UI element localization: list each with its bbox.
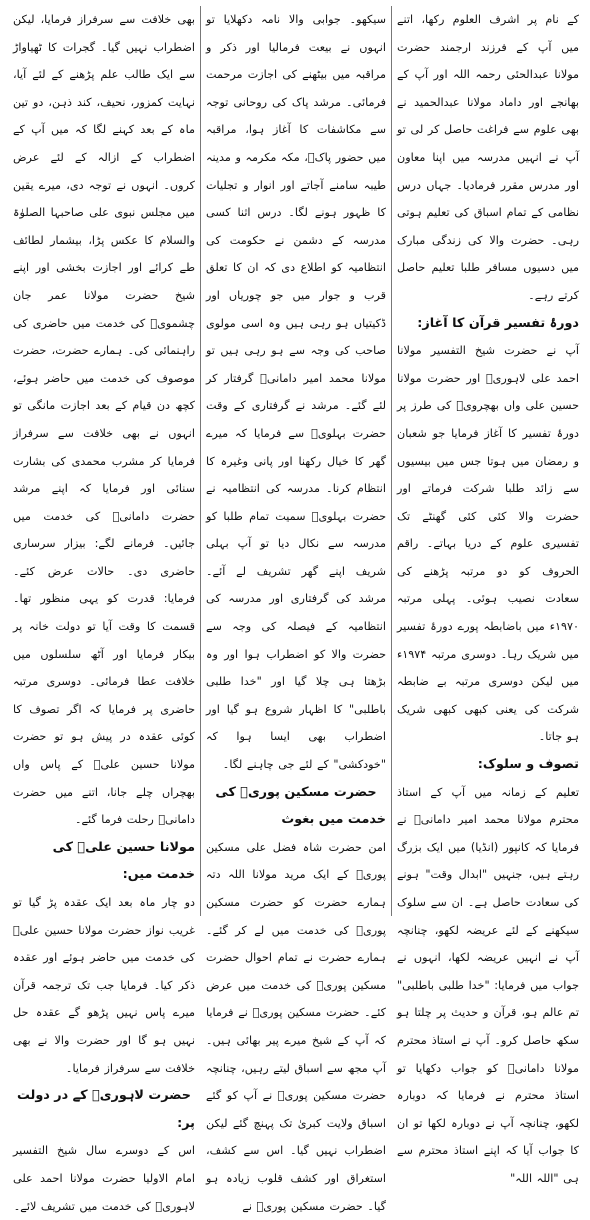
paragraph: بھی خلافت سے سرفراز فرمایا، لیکن اضطراب نہیں گیا۔ گجرات کا ٹھیاواڑ سے ایک طالب علم پڑھنے کے لئے آیا، نہایت کمزور، نحیف، کند ذہن، دو تین ماہ کے بعد کہنے لگا کہ میں آپ کے اضطراب کے ازالہ کے لئے عرض کروں۔ انہوں نے توجہ دی، میرے یقین میں مجلس نبوی علی صاحبہا الصلوٰۃ والسلام کا عکس پڑا، بیشمار لطائف طے کرائے اور اجازت بخشی اور اپنے شیخ حضرت مولانا عمر جان چشمویؒ کی خدمت میں حاضری کی راہنمائی کی۔ ہمارے حضرت، حضرت موصوف کی خدمت میں حاضر ہوئے، کچھ دن قیام کے بعد اجازت مانگی تو انہوں نے بھی خلافت سے سرفراز فرمایا کر مشرب محمدی کی بشارت سنائی اور فرمایا کہ اپنے مرشد حضرت دامانیؒ کی خدمت میں جائیں۔ فرمانے لگے: بیزار سرساری حاضری دی۔ حالات عرض کئے۔ فرمایا: قدرت کو یہی منظور تھا۔ قسمت کا وقت آیا تو دولت خانہ پر بیکار فرمایا اور آٹھ سلسلوں میں خلافت عطا فرمائی۔ دوسری مرتبہ حاضری پر فرمایا کہ اگر تصوف کا کوئی عقدہ در پیش ہو تو حضرت مولانا حسین علیؒ کے پاس واں بھچراں چلے جانا، اتنے میں حضرت دامانیؒ رحلت فرما گئے۔ [13, 13, 195, 827]
section-heading-husain-ali: مولانا حسین علیؒ کی خدمت میں: [52, 839, 195, 883]
paragraph: اس کے دوسرے سال شیخ التفسیر امام الاولیا حضرت مولانا احمد علی لاہوریؒ کی خدمت میں تشریف لائے۔ [13, 1144, 195, 1213]
paragraph: تعلیم کے زمانہ میں آپ کے استاذ محترم مولانا محمد امیر دامانیؒ نے فرمایا کہ کانپور (انڈیا) میں ایک بزرگ رہتے ہیں، جنہیں "ابدال وقت" ہونے کی سعادت حاصل ہے۔ ان سے سلوک سیکھنے کے لئے عریضہ لکھو، چنانچہ آپ نے انہیں عریضہ لکھا، انہوں نے جواب میں فرمایا: "خدا طلبی باطلبی" تم عالم ہو، قرآن و حدیث پر چلتا ہو سکھ حاصل کرو۔ آپ نے استاذ محترم مولانا دامانیؒ کو جواب دکھایا تو استاذ محترم نے فرمایا کہ دوبارہ لکھو، چنانچہ آپ نے دوبارہ لکھا تو ان کا جواب آیا کہ اپنے استاذ محترم سے ہی "اللہ اللہ" [397, 785, 579, 1185]
paragraph: کے نام پر اشرف العلوم رکھا، اتنے میں آپ کے فرزند ارجمند حضرت مولانا عبدالحئی رحمہ اللہ اور آپ کے بھانجے اور داماد مولانا عبدالحمید نے بھی علوم سے فراغت حاصل کر لی تو آپ نے انہیں مدرسہ میں اپنا معاون اور مدرس مقرر فرمادیا۔ جہاں درس نظامی کے تمام اسباق کی تعلیم ہوتی رہی۔ حضرت والا کی زندگی مبارک میں دسیوں مسافر طلبا تعلیم حاصل کرتے رہے۔ [397, 13, 579, 302]
column-right [392, 6, 584, 1185]
paragraph: امن حضرت شاہ فضل علی مسکین پوریؒ کے ایک مرید مولانا اللہ دتہ ہمارے حضرت کو حضرت مسکین پوریؒ کی خدمت میں لے کر گئے۔ ہمارے حضرت نے تمام احوال حضرت مسکین پوریؒ کی خدمت میں عرض کئے۔ حضرت مسکین پوریؒ نے فرمایا کہ آپ کے شیخ میرے پیر بھائی ہیں۔ آپ مجھ سے اسباق لیتے رہیں، چنانچہ حضرت مسکین پوریؒ نے آپ کو گئے اسباق ولایت کبریٰ تک پہنچ گئے لیکن اضطراب نہیں گیا۔ اس سے کشف، استغراق اور کشف قلوب زیادہ ہو گیا۔ حضرت مسکین پوریؒ نے [206, 840, 386, 1213]
paragraph: دو چار ماہ بعد ایک عقدہ پڑ گیا تو غریب نواز حضرت مولانا حسین علیؒ کی خدمت میں حاضر ہوئے اور عقدہ ذکر کیا۔ فرمایا جب تک ترجمہ قرآن میرے پاس نہیں پڑھو گے عقدہ حل نہیں ہو گا اور حضرت والا نے بھی خلافت سے سرفراز فرمایا۔ [13, 896, 195, 1075]
column-middle [200, 6, 392, 1213]
section-heading-tafseer: دورۂ تفسیر قرآن کا آغاز: [417, 315, 579, 331]
section-heading-lahori: حضرت لاہوریؒ کے در دولت پر: [16, 1088, 195, 1131]
column-left [8, 6, 200, 1213]
section-heading-tasawwuf: تصوف و سلوک: [477, 757, 579, 773]
section-heading-miskeenpuri: حضرت مسکین پوریؒ کی خدمت میں بغوث [215, 784, 386, 828]
paragraph: آپ نے حضرت شیخ التفسیر مولانا احمد علی لاہوریؒ اور حضرت مولانا حسین علی واں بھچرویؒ کی طرز پر دورۂ تفسیر کا آغاز فرمایا جو شعبان و رمضان میں ہوتا جس میں بیسیوں سے زائد طلبا شرکت فرماتے اور حضرت والا کئی کئی گھنٹے تک تفسیری علوم کے دریا بہاتے۔ راقم الحروف کو دو مرتبہ پڑھنے کی سعادت نصیب ہوئی۔ پہلی مرتبہ ۱۹۷۰ء میں باضابطہ پورے دورۂ تفسیر میں شریک رہا۔ دوسری مرتبہ ۱۹۷۴ء میں لیکن دوسری مرتبہ بے ضابطہ شرکت کی یعنی کبھی کبھی شریک ہو جاتا۔ [397, 344, 579, 744]
paragraph: سیکھو۔ جوابی والا نامہ دکھلایا تو انہوں نے بیعت فرمالیا اور ذکر و مراقبہ میں بیٹھنے کی اجازت مرحمت فرمائی۔ مرشد پاک کی روحانی توجہ سے مکاشفات کا آغاز ہوا، مراقبہ میں حضور پاکؐ، مکہ مکرمہ و مدینہ طیبہ سامنے آجاتے اور انوار و تجلیات کا ظہور ہونے لگا۔ درس اثنا کسی مدرسہ کے دشمن نے حکومت کی انتظامیہ کو اطلاع دی کہ ان کا تعلق قرب و جوار میں جو چوریاں اور ڈکیتیاں ہو رہی ہیں وہ اسی مولوی صاحب کی وجہ سے ہو رہی ہیں تو مولانا محمد امیر دامانیؒ گرفتار کر لئے گئے۔ مرشد نے گرفتاری کے وقت حضرت بہلویؒ سے فرمایا کہ میرے گھر کا خیال رکھنا اور پانی وغیرہ کا انتظام کرنا۔ مدرسہ کی انتظامیہ نے حضرت بہلویؒ سمیت تمام طلبا کو مدرسہ سے نکال دیا تو آپ بہلی شریف اپنے گھر تشریف لے آئے۔ مرشد کی گرفتاری اور مدرسہ کی انتظامیہ کے فیصلہ کی وجہ سے حضرت والا کو اضطراب ہوا اور وہ بڑھتا ہی چلا گیا اور "خدا طلبی باطلبی" کا اظہار شروع ہو گیا اور اضطراب بھی ایسا ہوا کہ "خودکشی" کے لئے جی چاہنے لگا۔ [206, 13, 386, 772]
